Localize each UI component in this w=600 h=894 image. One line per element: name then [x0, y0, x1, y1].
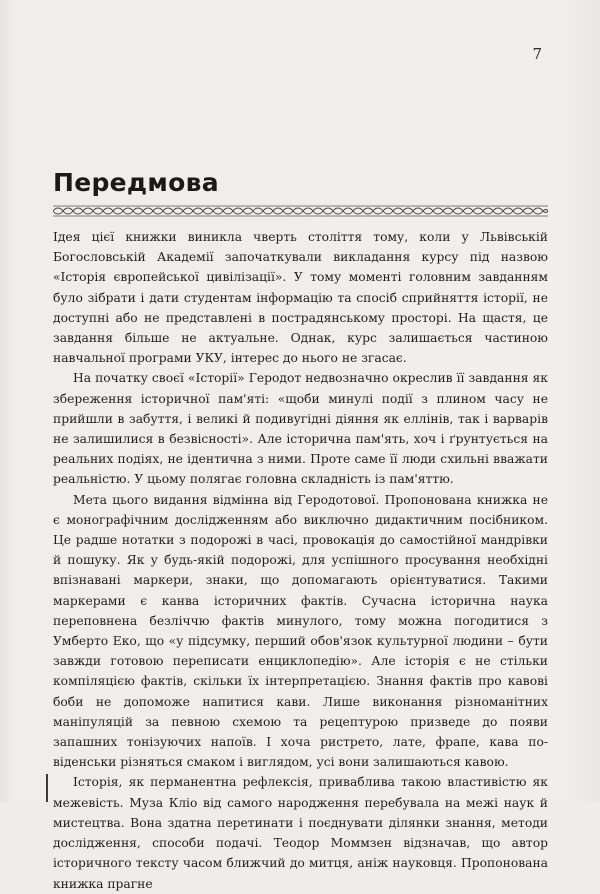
chapter-heading: Передмова — [53, 168, 219, 197]
decorative-rule-ornament — [53, 204, 548, 218]
paragraph: На початку своєї «Історії» Геродот недвозначно окреслив її завдання як збереження історичної пам'яті: «щоби минулі події з плином часу не прийшли в забуття, і великі й подивугідні діяння як еллінів, так і варварів не залишилися в безвісності». Але історична пам'ять, хоч і ґрунтується на реальних подіях, не ідентична з ними. Проте саме її люди схильні вважати реальністю. У цьому полягає головна складність із пам'яттю. — [53, 371, 548, 487]
paragraph: Історія, як перманентна рефлексія, приваблива такою властивістю як межевість. Муза Кліо від самого народження перебувала на межі наук й мистецтва. Вона здатна перетинати і поєднувати ділянки знання, методи дослідження, способи подачі. Теодор Моммзен відзначав, що автор історичного тексту часом ближчий до митця, аніж науковця. Пропонована книжка прагне — [53, 775, 548, 891]
paragraph: Мета цього видання відмінна від Геродотової. Пропонована книжка не є монографічним дослідженням або виключно дидактичним посібником. Це радше нотатки з подорожі в часі, провокація до самостійної мандрівки й пошуку. Як у будь-якій подорожі, для успішного просування необхідні впізнавані маркери, знаки, що допомагають орієнтуватися. Такими маркерами є канва історичних фактів. Сучасна історична наука переповнена безліччю фактів минулого, тому можна погодитися з Умберто Еко, що «у підсумку, перший обов'язок культурної людини – бути завжди готовою переписати енциклопедію». Але історія є не стільки компіляцією фактів, скільки їх інтерпретацією. Знання фактів про кавові боби не допоможе напитися кави. Лише виконання різноманітних маніпуляцій за певною схемою та рецептурою призведе до появи запашних тонізуючих напоїв. І хоча ристрето, лате, фрапе, кава по-віденськи різняться смаком і виглядом, усі вони залишаються кавою. — [53, 492, 548, 770]
page-number: 7 — [532, 45, 542, 63]
preface-body — [53, 227, 548, 894]
paragraph: Ідея цієї книжки виникла чверть століття тому, коли у Львівській Богословській Академії започаткували викладання курсу під назвою «Історія європейської цивілізації». У тому моменті головним завданням було зібрати і дати студентам інформацію та спосіб сприйняття історії, не доступні або не представлені в пострадянському просторі. На щастя, це завдання більше не актуальне. Однак, курс залишається частиною навчальної програми УКУ, інтерес до нього не згасає. — [53, 230, 548, 366]
binding-mark — [46, 774, 48, 802]
